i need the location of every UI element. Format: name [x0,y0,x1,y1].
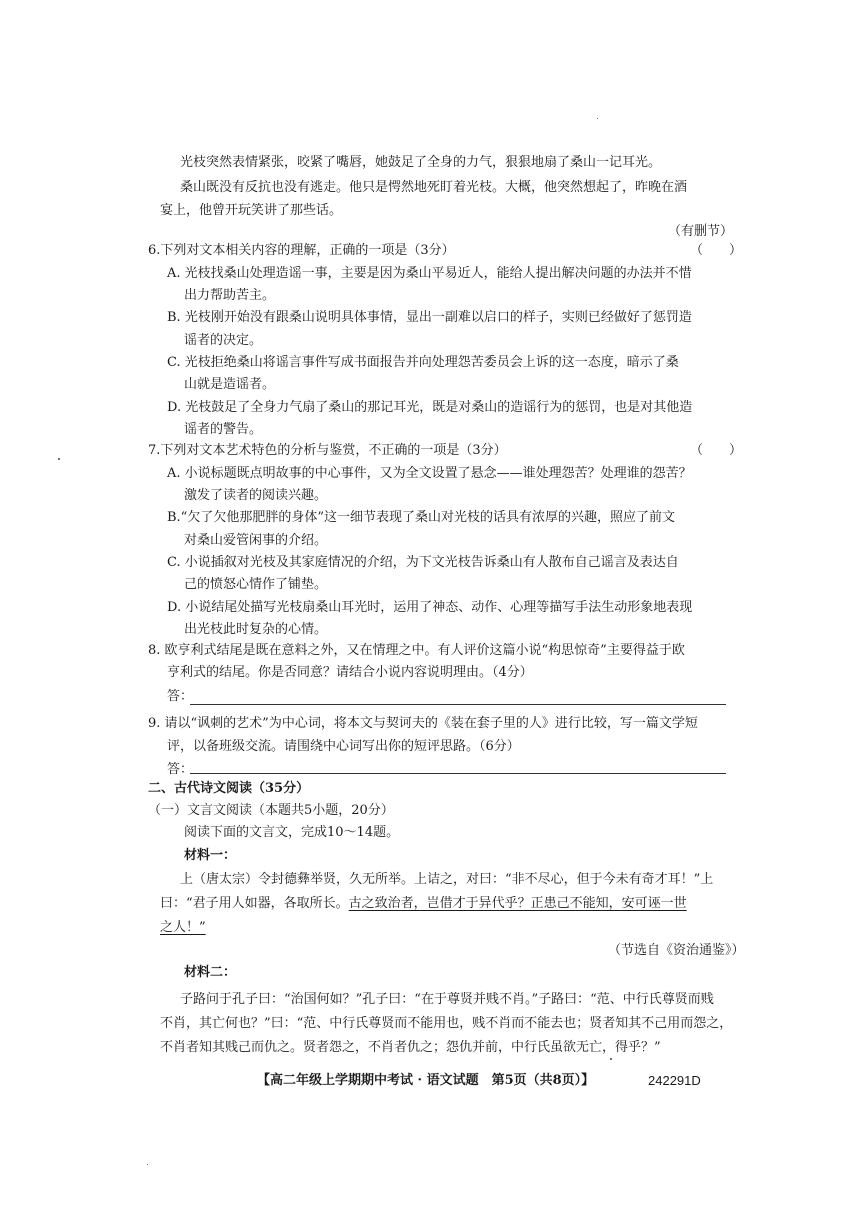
material-1-line-1: 上（唐太宗）令封德彝举贤，久无所举。上诘之，对曰：“非不尽心，但于今未有奇才耳！”上 [180,872,714,887]
emphasis-dot [610,1058,612,1060]
q7-option-d-line-2: 出光枝此时复杂的心情。 [184,622,328,637]
material-1-underlined-sentence: 古之致治者，岂借才于异代乎？正患己不能知，安可诬一世 [348,896,687,911]
material-2-label: 材料二： [184,965,237,980]
q7-stem: 7.下列对文本艺术特色的分析与鉴赏，不正确的一项是（3分） [148,443,507,458]
section-2-subtitle: （一）文言文阅读（本题共5小题，20分） [148,803,394,818]
q7-answer-paren: （ ） [690,443,743,458]
q9-answer-line[interactable] [190,773,726,774]
q6-option-a-line-1: A. 光枝找桑山处理造谣一事，主要是因为桑山平易近人，能给人提出解决问题的办法并不惜 [167,266,692,281]
q7-option-d-line-1: D. 小说结尾处描写光枝扇桑山耳光时，运用了神态、动作、心理等描写手法生动形象地表现 [167,600,693,615]
section-2-title: 二、古代诗文阅读（35分） [148,781,310,796]
scan-speck [58,458,60,460]
material-2-line-1: 子路问于孔子曰：“治国何如？”孔子曰：“在于尊贤并贱不肖。”子路曰：“范、中行氏尊贤而贱 [180,992,714,1007]
q7-option-b-line-1: B.“欠了欠他那肥胖的身体”这一细节表现了桑山对光枝的话具有浓厚的兴趣，照应了前文 [167,510,675,525]
section-2-instructions: 阅读下面的文言文，完成10～14题。 [184,825,400,840]
story-paragraph-2-line-2: 宴上，他曾开玩笑讲了那些话。 [160,203,343,218]
q7-option-b-line-2: 对桑山爱管闲事的介绍。 [184,533,328,548]
q6-option-d-line-2: 谣者的警告。 [184,422,263,437]
material-1-label: 材料一： [184,848,237,863]
material-1-source: （节选自《资治通鉴》） [608,943,745,958]
scan-speck [597,118,598,119]
story-source: （有删节） [668,224,734,239]
q6-option-c-line-2: 山就是造谣者。 [184,377,276,392]
q6-option-a-line-2: 出力帮助苦主。 [184,288,276,303]
q9-text-line-1: 9. 请以“讽刺的艺术”为中心词，将本文与契诃夫的《装在套子里的人》进行比较，写一篇文学短 [148,716,698,731]
q8-text-line-1: 8. 欧亨利式结尾是既在意料之外，又在情理之中。有人评价这篇小说“构思惊奇”主要得益于欧 [148,643,685,658]
material-1-line-3-text: 之人！” [160,920,206,935]
exam-code: 242291D [648,1073,701,1088]
q8-answer-label: 答： [167,689,194,704]
q6-option-c-line-1: C. 光枝拒绝桑山将谣言事件写成书面报告并向处理怨苦委员会上诉的这一态度，暗示了桑 [167,355,679,370]
q8-text-line-2: 亨利式的结尾。你是否同意？请结合小说内容说明理由。（4分） [167,665,533,680]
page-footer-title: 【高二年级上学期期中考试 · 语文试题 第5页（共8页）】 [257,1073,595,1088]
material-1-line-2 [160,896,687,912]
scan-speck [147,1164,148,1165]
q7-option-a-line-2: 激发了读者的阅读兴趣。 [184,488,328,503]
q7-option-a-line-1: A. 小说标题既点明故事的中心事件，又为全文设置了悬念——谁处理怨苦？处理谁的怨苦？ [167,466,692,481]
material-2-line-2: 不肖，其亡何也？”曰：“范、中行氏尊贤而不能用也，贱不肖而不能去也；贤者知其不己用而怨之， [160,1016,733,1031]
material-2-line-3: 不肖者知其贱己而仇之。贤者怨之，不肖者仇之；怨仇并前，中行氏虽欲无亡，得乎？” [160,1040,661,1055]
story-paragraph-1: 光枝突然表情紧张，咬紧了嘴唇，她鼓足了全身的力气，狠狠地扇了桑山一记耳光。 [180,155,662,170]
story-paragraph-2-line-1: 桑山既没有反抗也没有逃走。他只是愕然地死盯着光枝。大概，他突然想起了，昨晚在酒 [180,180,688,195]
q7-option-c-line-1: C. 小说插叙对光枝及其家庭情况的介绍，为下文光枝告诉桑山有人散布自己谣言及表达自 [167,555,679,570]
q6-stem: 6.下列对文本相关内容的理解，正确的一项是（3分） [148,243,455,258]
q6-option-b-line-2: 谣者的决定。 [184,333,263,348]
material-1-line-2-start: 曰：“君子用人如器，各取所长。 [160,896,349,911]
q8-answer-line[interactable] [190,704,726,705]
q7-option-c-line-2: 己的愤怒心情作了铺垫。 [184,577,328,592]
q6-answer-paren: （ ） [690,243,743,258]
q6-option-b-line-1: B. 光枝刚开始没有跟桑山说明具体事情，显出一副难以启口的样子，实则已经做好了惩罚造 [167,310,692,325]
material-1-line-3 [160,920,206,936]
q9-answer-label: 答： [167,762,194,777]
q6-option-d-line-1: D. 光枝鼓足了全身力气扇了桑山的那记耳光，既是对桑山的造谣行为的惩罚，也是对其他造 [167,400,693,415]
q9-text-line-2: 评，以备班级交流。请围绕中心词写出你的短评思路。（6分） [167,739,520,754]
